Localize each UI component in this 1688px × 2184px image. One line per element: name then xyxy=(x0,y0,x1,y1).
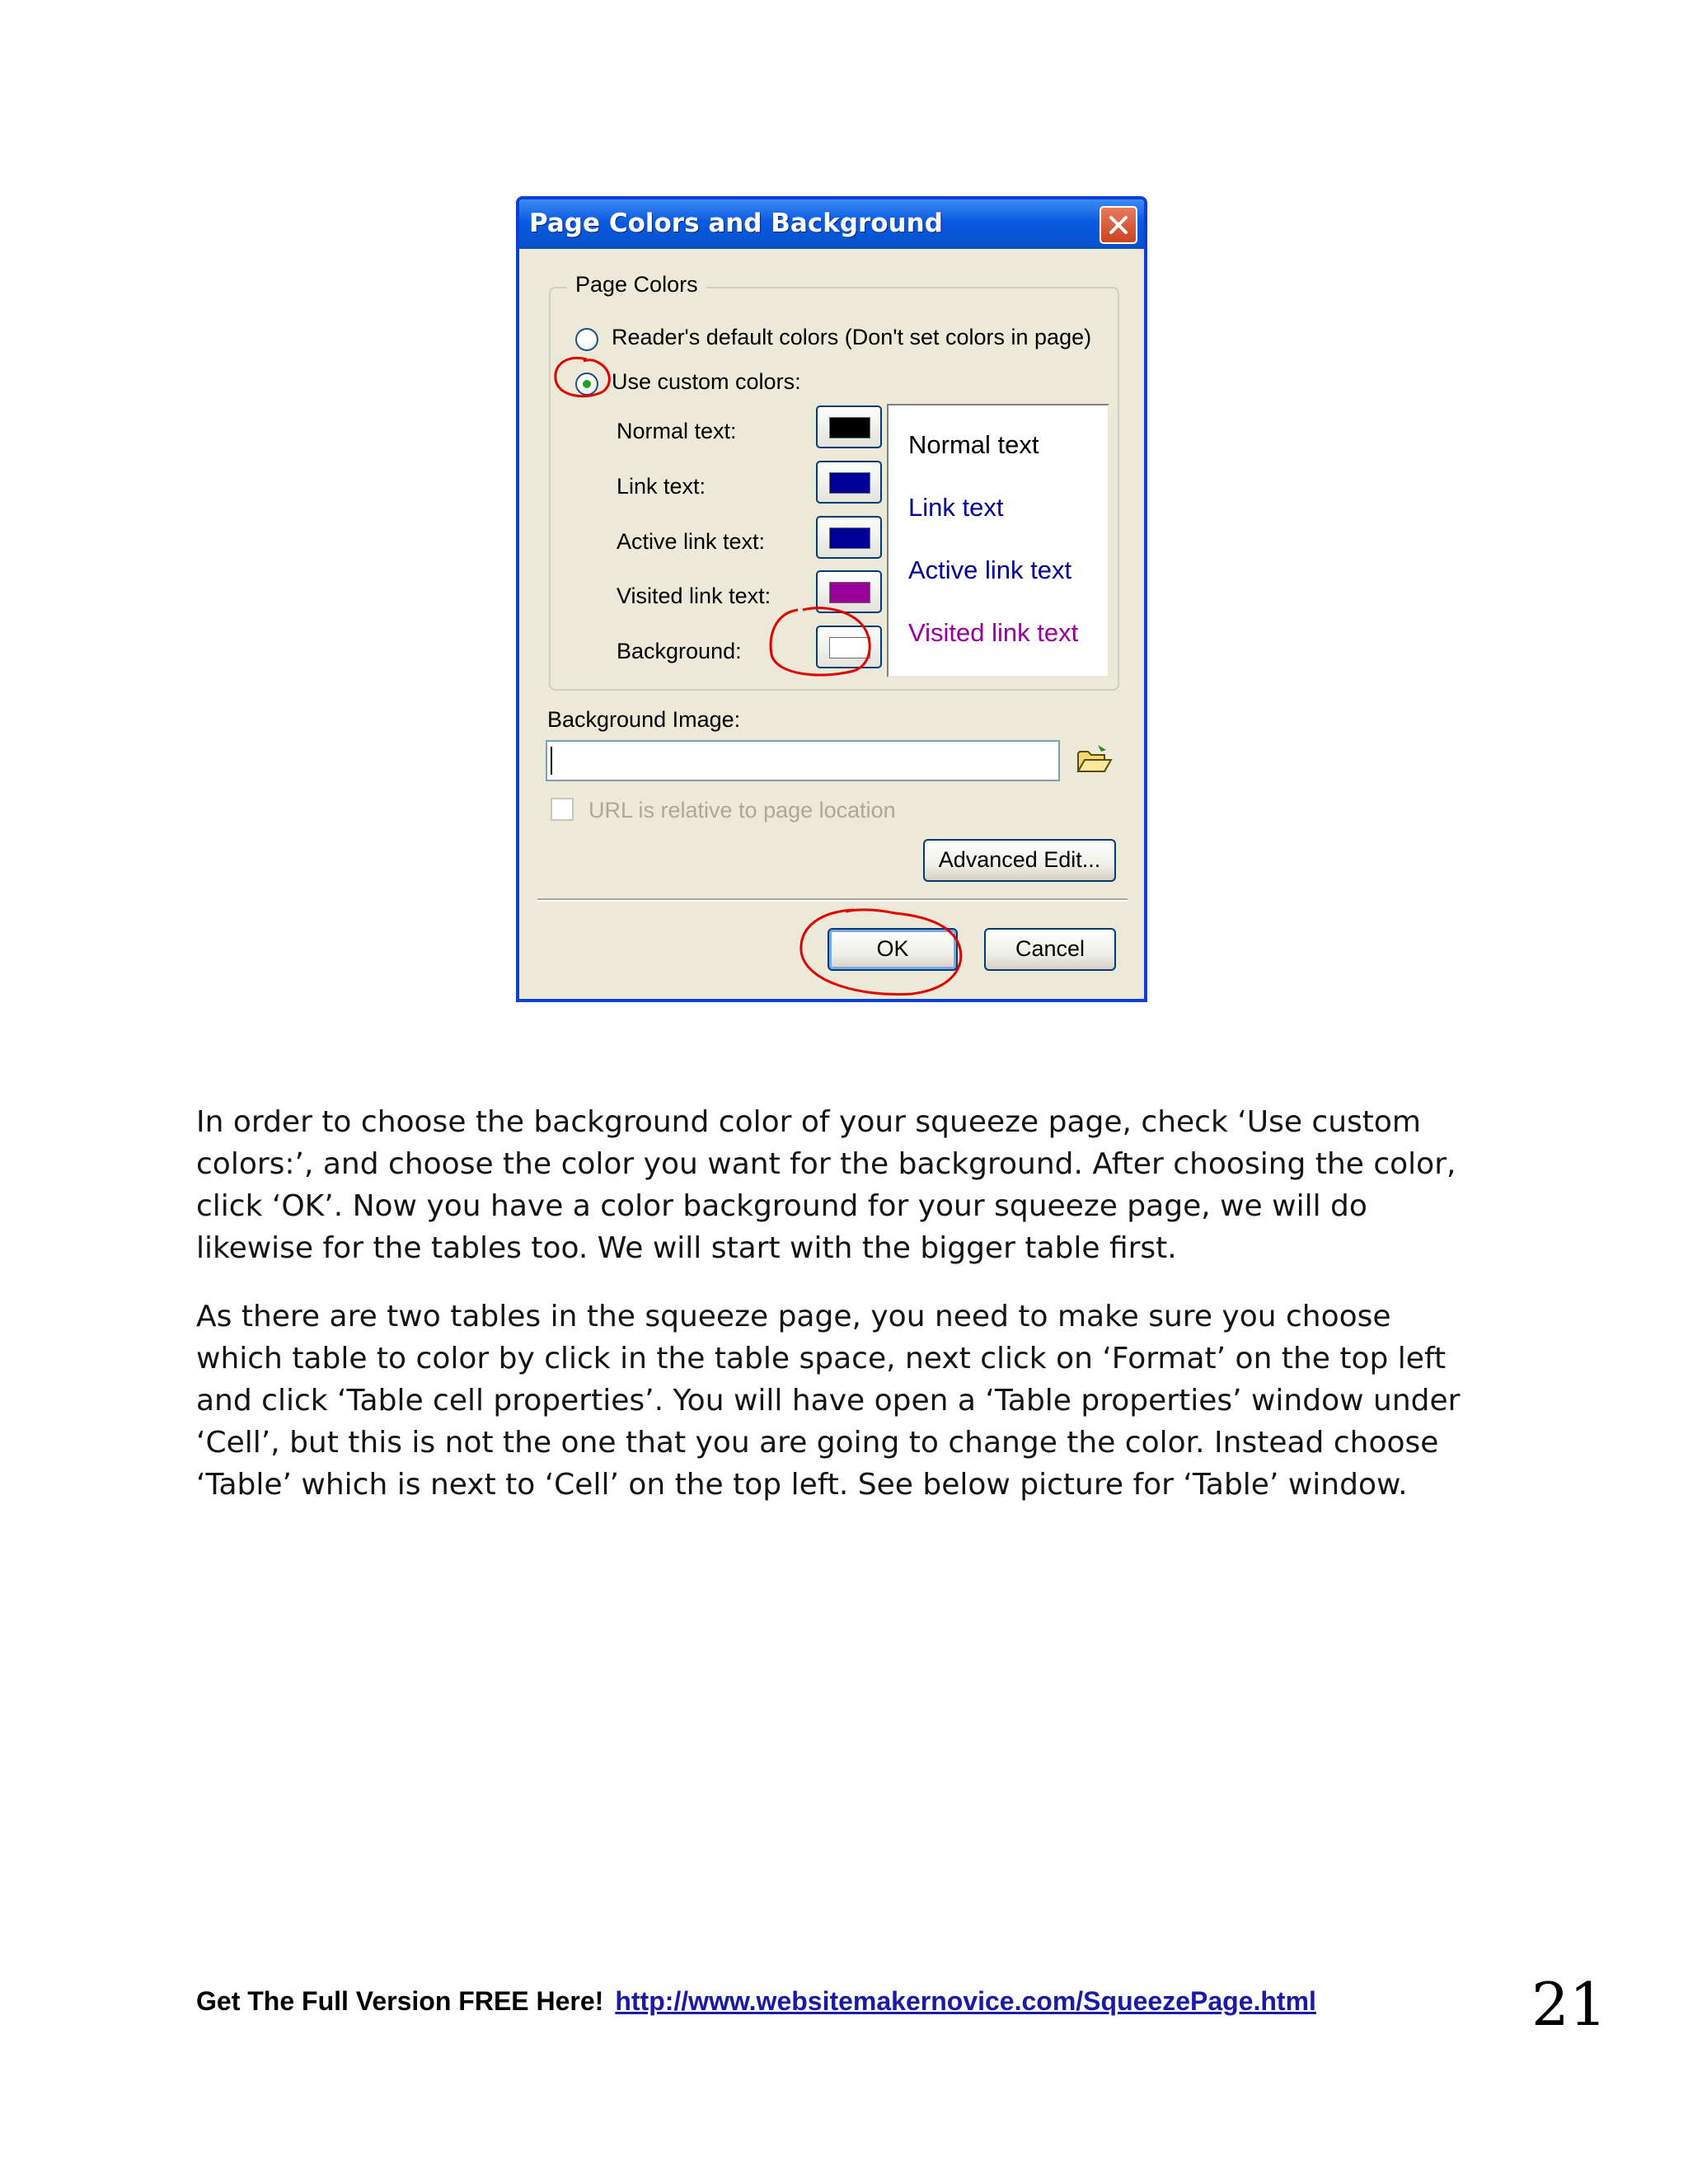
close-icon xyxy=(1109,215,1128,235)
normal-text-color-button[interactable] xyxy=(816,405,882,448)
advanced-edit-button[interactable]: Advanced Edit... xyxy=(923,839,1116,882)
page-colors-group xyxy=(549,272,1119,691)
text-caret xyxy=(551,747,552,775)
radio-default-colors[interactable] xyxy=(575,328,598,351)
open-folder-icon[interactable] xyxy=(1076,743,1113,776)
normal-text-label: Normal text: xyxy=(617,419,737,443)
page-colors-dialog xyxy=(516,196,1147,1002)
button-separator xyxy=(537,898,1128,902)
background-image-input[interactable] xyxy=(546,740,1060,781)
background-image-label: Background Image: xyxy=(547,707,741,732)
visited-link-text-label: Visited link text: xyxy=(617,583,771,608)
background-label: Background: xyxy=(617,639,742,663)
footer-text: Get The Full Version FREE Here! xyxy=(196,1986,604,2016)
paragraph-2: As there are two tables in the squeeze page, you need to make sure you choose which table to color by click in the table space, next click on ‘Format’ on the top left and click ‘Table cell properties’. You will have open a ‘Table properties’ window under ‘Cell’, but this is not the one that you are going to change the color. Instead choose ‘Table’ which is next to ‘Cell’ on the top left. See below picture for ‘Table’ window. xyxy=(196,1300,1461,1502)
link-text-swatch xyxy=(829,472,870,494)
page-number: 21 xyxy=(1531,1970,1607,2039)
dialog-title: Page Colors and Background xyxy=(529,209,943,238)
ok-button[interactable]: OK xyxy=(828,928,958,971)
preview-normal-text: Normal text xyxy=(908,430,1039,459)
preview-active-link-text: Active link text xyxy=(908,555,1072,584)
radio-default-label: Reader's default colors (Don't set colors in page) xyxy=(612,325,1092,349)
visited-link-text-swatch xyxy=(829,582,870,603)
footer xyxy=(196,1986,1316,2017)
link-text-color-button[interactable] xyxy=(816,461,882,504)
background-color-button[interactable] xyxy=(816,626,882,668)
radio-custom-colors[interactable] xyxy=(575,373,598,396)
active-link-text-color-button[interactable] xyxy=(816,516,882,559)
background-swatch xyxy=(829,637,870,658)
radio-custom-label: Use custom colors: xyxy=(612,369,801,394)
dialog-titlebar[interactable] xyxy=(519,199,1144,249)
footer-link[interactable]: http://www.websitemakernovice.com/SqueezePage.html xyxy=(615,1986,1316,2016)
active-link-text-swatch xyxy=(829,527,870,549)
url-relative-label: URL is relative to page location xyxy=(588,798,896,823)
cancel-button[interactable]: Cancel xyxy=(984,928,1116,971)
preview-link-text: Link text xyxy=(908,493,1004,522)
close-button[interactable] xyxy=(1100,206,1137,244)
active-link-text-label: Active link text: xyxy=(617,529,766,554)
paragraph-1: In order to choose the background color of your squeeze page, check ‘Use custom colors:’, and choose the color you want for the background. After choosing the color, click ‘OK’. Now you have a color background for your squeeze page, we will do likewise for the tables too. We will start with the bigger table first. xyxy=(196,1105,1456,1265)
preview-visited-link-text: Visited link text xyxy=(908,618,1079,647)
group-title: Page Colors xyxy=(567,272,706,298)
color-preview-panel xyxy=(887,404,1109,677)
url-relative-checkbox[interactable] xyxy=(551,798,574,821)
normal-text-swatch xyxy=(829,417,870,438)
visited-link-text-color-button[interactable] xyxy=(816,570,882,613)
radio-selected-dot xyxy=(583,380,591,388)
link-text-label: Link text: xyxy=(617,474,706,499)
